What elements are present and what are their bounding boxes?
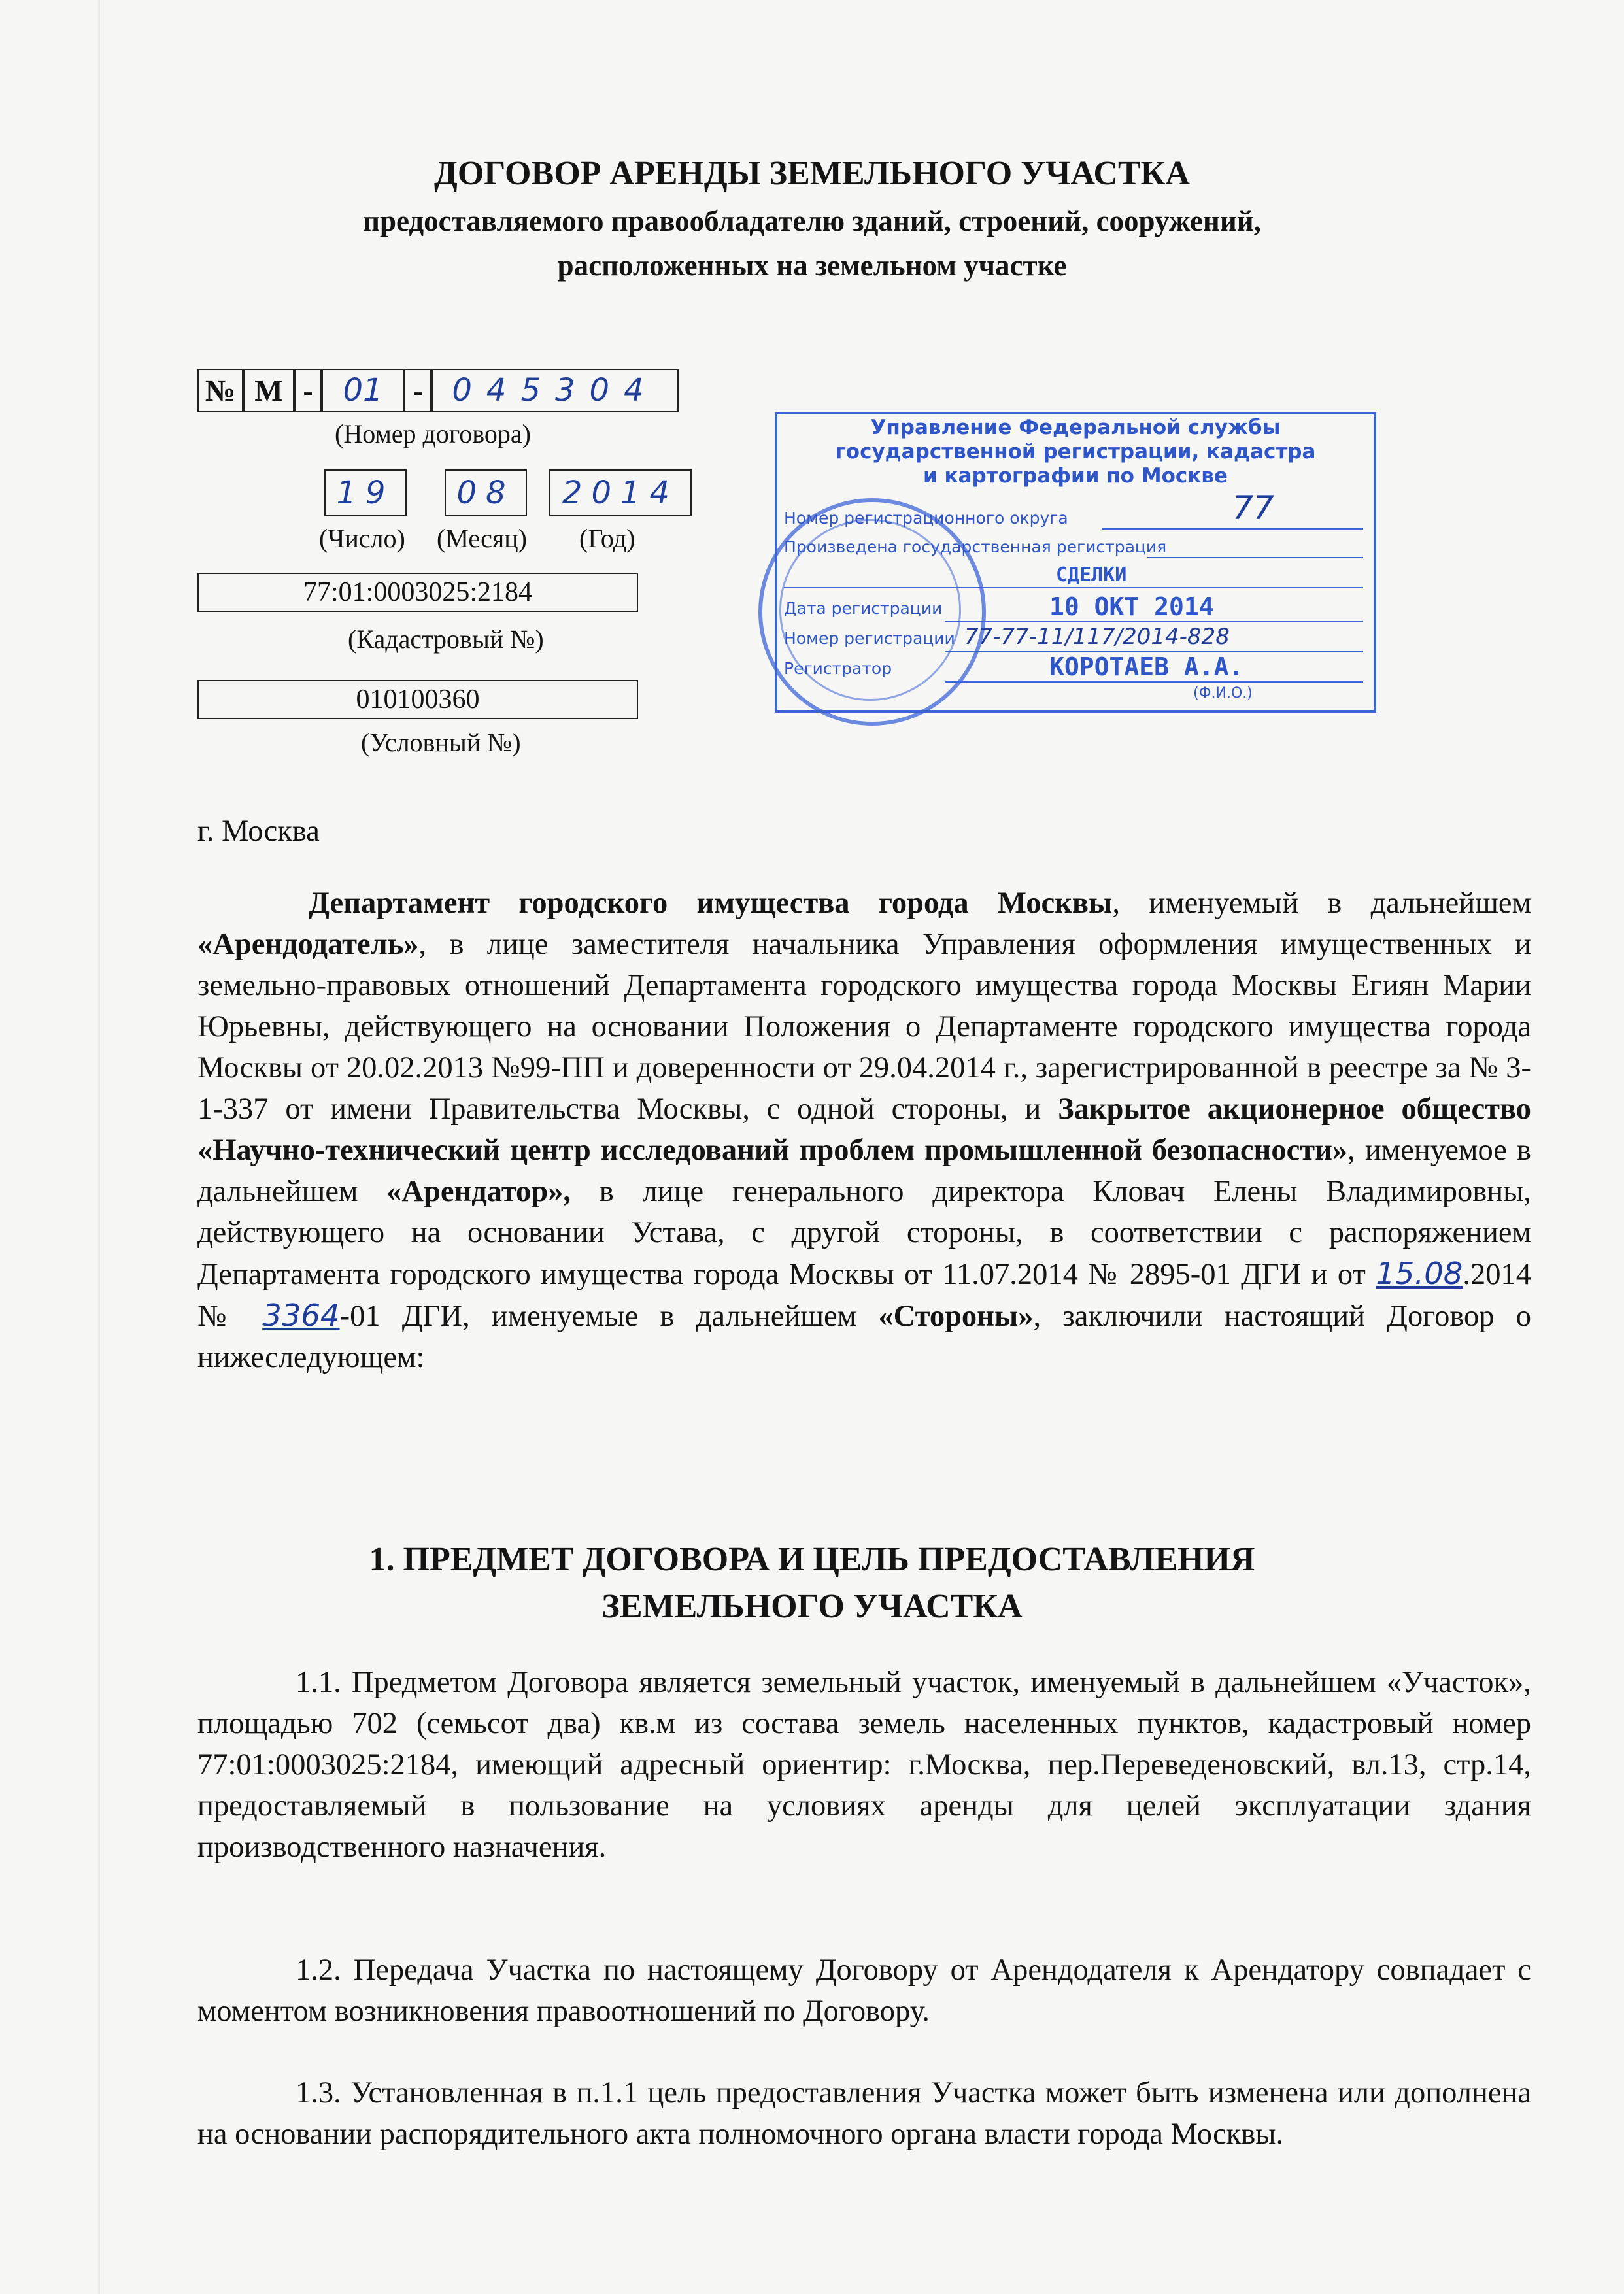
intro-text: .2014 № xyxy=(197,1258,1531,1333)
handwritten-order-date: 15.08 xyxy=(1376,1256,1463,1291)
handwritten-order-number: 3364 xyxy=(262,1298,340,1333)
stamp-registrar-name: КОРОТАЕВ А.А. xyxy=(1049,652,1244,681)
intro-text: -01 ДГИ, именуемые в дальнейшем xyxy=(339,1300,879,1333)
clause-1-2: 1.2. Передача Участка по настоящему Договору от Арендодателя к Арендатору совпадает с моментом возникновения правоотношений по Договору. xyxy=(197,1953,1531,2028)
lessee-name: Закрытое акционерное общество «Научно-технический центр исследований проблем промышленной безопасности» xyxy=(197,1092,1531,1167)
document-subtitle-line2: расположенных на земельном участке xyxy=(557,249,1067,282)
stamp-header xyxy=(775,416,1376,488)
date-year: 2014 xyxy=(549,469,692,516)
clause-1-1: 1.1. Предметом Договора является земельный участок, именуемый в дальнейшем «Участок», площадью 702 (семьсот два) кв.м из состава земель населенных пунктов, кадастровый номер 77:01:0003025:2184, имеющий адресный ориентир: г.Москва, пер.Переведеновский, вл.13, стр.14, предоставляемый в пользование на условиях аренды для целей эксплуатации здания производственного назначения. xyxy=(197,1666,1531,1864)
contract-number-part2: 045304 xyxy=(431,369,679,412)
conditional-number-box xyxy=(197,680,638,719)
cadastral-number-caption: (Кадастровый №) xyxy=(348,624,544,654)
stamp-date-value: 10 ОКТ 2014 xyxy=(1049,592,1214,621)
intro-text: , в лице заместителя начальника Управления оформления имущественных и земельно-правовых отношений Департамента городского имущества города Москвы Егиян Марии Юрьевны, действующего на основании Положения о Департаменте городского имущества города Москвы от 20.02.2013 №99-ПП и доверенности от 29.04.2014 г., зарегистрированной в реестре за № 3-1-337 от имени Правительства Москвы, с одной стороны, и xyxy=(197,928,1531,1126)
intro-text: , заключили настоящий Договор о нижеследующем: xyxy=(197,1300,1531,1374)
stamp-header-line2: государственной регистрации, кадастра xyxy=(835,440,1316,464)
city-line: г. Москва xyxy=(197,815,320,848)
lessor-label: «Арендодатель» xyxy=(197,928,419,961)
stamp-district-value: 77 xyxy=(1232,489,1274,527)
cadastral-number-box xyxy=(197,573,638,612)
parties-label: «Стороны» xyxy=(878,1300,1034,1333)
date-day-box xyxy=(324,469,407,516)
lessor-name: Департамент городского имущества города Москвы xyxy=(309,886,1113,920)
intro-text: , именуемый в дальнейшем xyxy=(1112,886,1531,920)
stamp-header-line1: Управление Федеральной службы xyxy=(870,416,1281,439)
date-year-box xyxy=(549,469,692,516)
stamp-registrar-label: Регистратор xyxy=(784,659,892,678)
cadastral-number: 77:01:0003025:2184 xyxy=(303,577,532,607)
stamp-line xyxy=(1147,557,1363,558)
contract-number-letter: М xyxy=(243,369,294,412)
date-day-caption: (Число) xyxy=(319,524,405,553)
contract-number-caption: (Номер договора) xyxy=(335,419,531,448)
date-month-caption: (Месяц) xyxy=(437,524,527,553)
stamp-number-value: 77-77-11/117/2014-828 xyxy=(964,624,1230,650)
stamp-date-label: Дата регистрации xyxy=(784,599,943,618)
stamp-deal-type: СДЕЛКИ xyxy=(1056,564,1127,586)
contract-number-dash: - xyxy=(404,369,431,412)
stamp-header-line3: и картографии по Москве xyxy=(923,464,1228,488)
stamp-number-label: Номер регистрации xyxy=(784,629,955,648)
intro-paragraph xyxy=(197,883,1531,1378)
document-title: ДОГОВОР АРЕНДЫ ЗЕМЕЛЬНОГО УЧАСТКА xyxy=(434,155,1190,192)
document-subtitle-line1: предоставляемого правообладателю зданий, строений, сооружений, xyxy=(363,205,1261,237)
registration-stamp xyxy=(775,412,1376,713)
date-month-box xyxy=(445,469,527,516)
stamp-registration-label: Произведена государственная регистрация xyxy=(784,537,1167,556)
date-day: 19 xyxy=(324,469,407,516)
contract-number-row xyxy=(197,369,679,412)
contract-number-part1: 01 xyxy=(322,369,404,412)
stamp-line xyxy=(945,621,1363,622)
date-year-caption: (Год) xyxy=(579,524,635,553)
intro-text: в лице генерального директора Кловач Елены Владимировны, действующего на основании Устава, с другой стороны, в соответствии с распоряжением Департамента городского имущества города Москвы от 11.07.2014 № 2895-01 ДГИ и от xyxy=(197,1175,1531,1291)
lessee-label: «Арендатор», xyxy=(386,1175,571,1208)
conditional-number: 010100360 xyxy=(356,684,480,715)
stamp-line xyxy=(1102,528,1363,530)
stamp-line xyxy=(784,587,1363,588)
contract-number-dash: - xyxy=(294,369,322,412)
section1-heading-line1: 1. ПРЕДМЕТ ДОГОВОРА И ЦЕЛЬ ПРЕДОСТАВЛЕНИЯ xyxy=(369,1541,1255,1578)
contract-number-prefix: № xyxy=(197,369,243,412)
conditional-number-caption: (Условный №) xyxy=(361,728,521,757)
section1-heading-line2: ЗЕМЕЛЬНОГО УЧАСТКА xyxy=(601,1588,1023,1625)
clause-1-3: 1.3. Установленная в п.1.1 цель предоставления Участка может быть изменена или дополнена на основании распорядительного акта полномочного органа власти города Москвы. xyxy=(197,2076,1531,2151)
date-month: 08 xyxy=(445,469,527,516)
intro-text: , именуемое в дальнейшем xyxy=(197,1134,1532,1208)
stamp-line xyxy=(945,681,1363,683)
stamp-registrar-caption: (Ф.И.О.) xyxy=(1193,685,1253,701)
stamp-district-label: Номер регистрационного округа xyxy=(784,509,1068,528)
page-fold-shadow xyxy=(98,0,100,2294)
